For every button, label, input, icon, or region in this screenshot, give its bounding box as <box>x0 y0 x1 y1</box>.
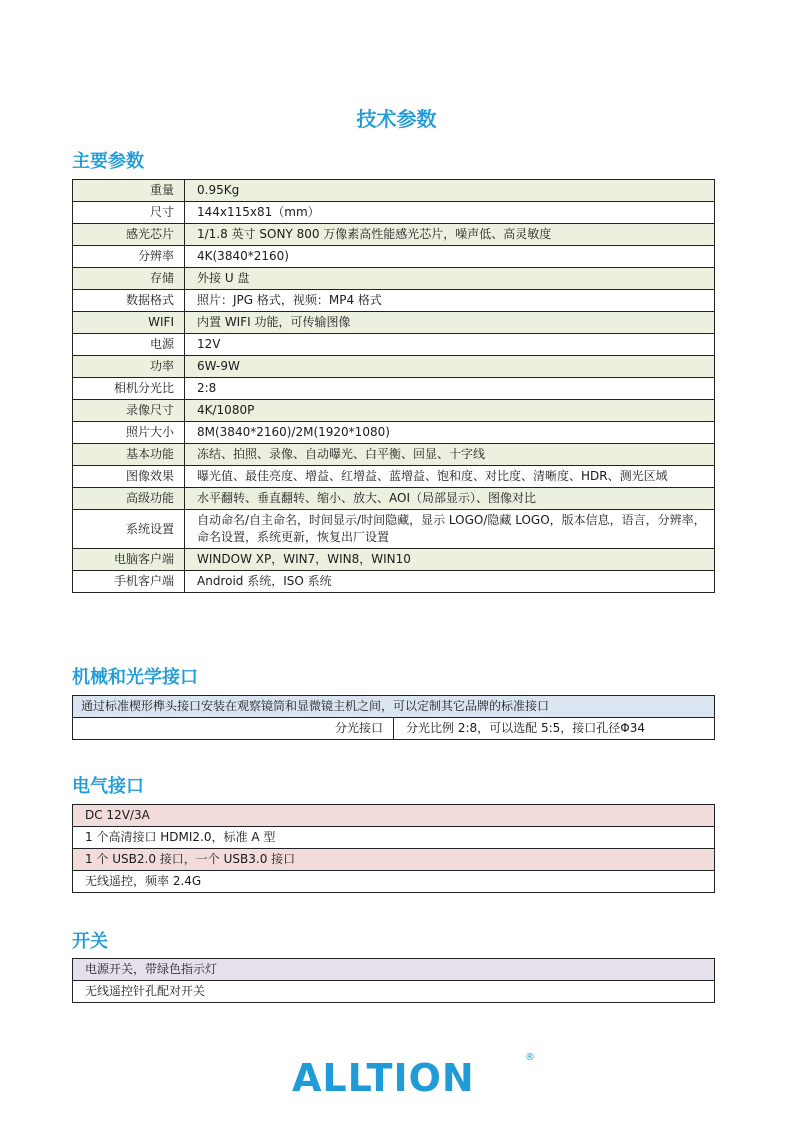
table-row <box>73 488 715 510</box>
param-value: 6W-9W <box>185 356 715 378</box>
table-row <box>73 981 715 1003</box>
section-optical-heading: 机械和光学接口 <box>72 667 198 688</box>
param-value: 144x115x81（mm） <box>185 202 715 224</box>
param-key: 感光芯片 <box>73 224 185 246</box>
param-value: 冻结、拍照、录像、自动曝光、白平衡、回显、十字线 <box>185 444 715 466</box>
param-key: 图像效果 <box>73 466 185 488</box>
param-value: 照片：JPG 格式，视频：MP4 格式 <box>185 290 715 312</box>
param-value: 4K/1080P <box>185 400 715 422</box>
table-row <box>73 849 715 871</box>
switch-item: 电源开关，带绿色指示灯 <box>73 959 715 981</box>
param-value: 4K(3840*2160) <box>185 246 715 268</box>
param-value: 12V <box>185 334 715 356</box>
table-row <box>73 444 715 466</box>
table-row <box>73 290 715 312</box>
param-value: 水平翻转、垂直翻转、缩小、放大、AOI（局部显示）、图像对比 <box>185 488 715 510</box>
param-value: 1/1.8 英寸 SONY 800 万像素高性能感光芯片，噪声低、高灵敏度 <box>185 224 715 246</box>
table-row <box>73 466 715 488</box>
param-value: 外接 U 盘 <box>185 268 715 290</box>
param-key: WIFI <box>73 312 185 334</box>
brand-logo <box>292 1054 542 1104</box>
param-key: 数据格式 <box>73 290 185 312</box>
table-row <box>73 571 715 593</box>
section-switch-heading: 开关 <box>72 931 108 952</box>
param-key: 分辨率 <box>73 246 185 268</box>
table-row <box>73 246 715 268</box>
param-value: 曝光值、最佳亮度、增益、红增益、蓝增益、饱和度、对比度、清晰度、HDR、测光区域 <box>185 466 715 488</box>
electrical-item: DC 12V/3A <box>73 805 715 827</box>
table-row <box>73 696 715 718</box>
param-key: 录像尺寸 <box>73 400 185 422</box>
table-row <box>73 224 715 246</box>
param-key: 照片大小 <box>73 422 185 444</box>
table-row <box>73 805 715 827</box>
main-params-table <box>72 179 715 593</box>
optical-value: 分光比例 2:8，可以选配 5:5，接口孔径Φ34 <box>394 718 715 740</box>
table-row <box>73 871 715 893</box>
param-value: 内置 WIFI 功能，可传输图像 <box>185 312 715 334</box>
logo-text: ALLTION <box>292 1056 475 1100</box>
param-key: 基本功能 <box>73 444 185 466</box>
param-key: 电源 <box>73 334 185 356</box>
registered-mark: ® <box>525 1052 535 1063</box>
table-row <box>73 549 715 571</box>
table-row <box>73 180 715 202</box>
optical-key: 分光接口 <box>73 718 394 740</box>
switch-table <box>72 958 715 1003</box>
table-row <box>73 378 715 400</box>
electrical-table <box>72 804 715 893</box>
optical-intro: 通过标准楔形榫头接口安装在观察镜筒和显微镜主机之间，可以定制其它品牌的标准接口 <box>73 696 715 718</box>
switch-item: 无线遥控针孔配对开关 <box>73 981 715 1003</box>
electrical-item: 1 个 USB2.0 接口，一个 USB3.0 接口 <box>73 849 715 871</box>
table-row <box>73 959 715 981</box>
electrical-item: 1 个高清接口 HDMI2.0，标准 A 型 <box>73 827 715 849</box>
table-row <box>73 268 715 290</box>
param-value: 自动命名/自主命名，时间显示/时间隐藏，显示 LOGO/隐藏 LOGO，版本信息，语言，分辨率，命名设置，系统更新，恢复出厂设置 <box>185 510 715 549</box>
param-value: WINDOW XP，WIN7，WIN8，WIN10 <box>185 549 715 571</box>
optical-table <box>72 695 715 740</box>
table-row <box>73 827 715 849</box>
param-key: 相机分光比 <box>73 378 185 400</box>
param-key: 功率 <box>73 356 185 378</box>
param-key: 手机客户端 <box>73 571 185 593</box>
electrical-item: 无线遥控，频率 2.4G <box>73 871 715 893</box>
param-key: 尺寸 <box>73 202 185 224</box>
param-key: 重量 <box>73 180 185 202</box>
param-key: 系统设置 <box>73 510 185 549</box>
param-key: 电脑客户端 <box>73 549 185 571</box>
param-value: 2:8 <box>185 378 715 400</box>
param-value: 8M(3840*2160)/2M(1920*1080) <box>185 422 715 444</box>
table-row <box>73 400 715 422</box>
table-row <box>73 422 715 444</box>
param-value: Android 系统，ISO 系统 <box>185 571 715 593</box>
table-row <box>73 312 715 334</box>
table-row <box>73 718 715 740</box>
section-electrical-heading: 电气接口 <box>72 776 144 797</box>
param-key: 高级功能 <box>73 488 185 510</box>
page-title: 技术参数 <box>356 107 437 131</box>
table-row <box>73 202 715 224</box>
table-row <box>73 334 715 356</box>
param-key: 存储 <box>73 268 185 290</box>
table-row <box>73 510 715 549</box>
section-main-heading: 主要参数 <box>72 151 144 172</box>
table-row <box>73 356 715 378</box>
param-value: 0.95Kg <box>185 180 715 202</box>
